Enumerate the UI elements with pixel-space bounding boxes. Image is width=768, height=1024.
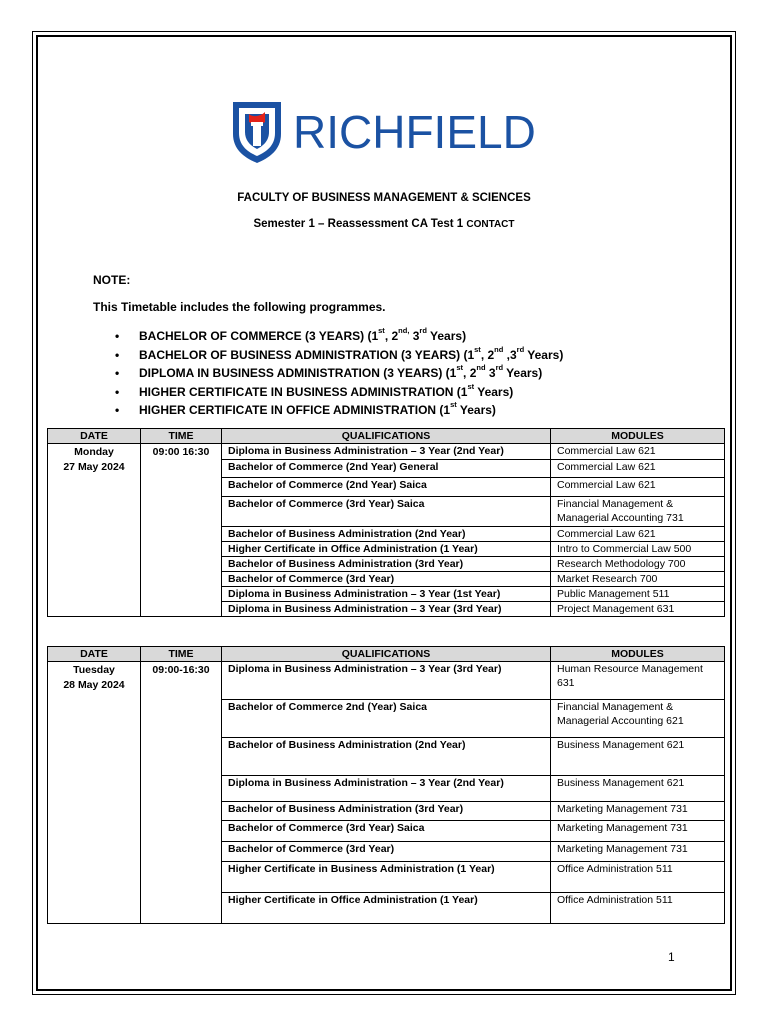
qualification-cell: Diploma in Business Administration – 3 Year (3rd Year) xyxy=(222,602,551,617)
module-cell: Market Research 700 xyxy=(551,572,725,587)
qualification-cell: Higher Certificate in Business Administration (1 Year) xyxy=(222,862,551,893)
header-modules: MODULES xyxy=(551,647,725,662)
qualification-cell: Diploma in Business Administration – 3 Year (1st Year) xyxy=(222,587,551,602)
page-number: 1 xyxy=(668,950,675,964)
table-row xyxy=(48,444,725,460)
module-cell: Commercial Law 621 xyxy=(551,527,725,542)
module-cell: Business Management 621 xyxy=(551,776,725,802)
module-cell: Office Administration 511 xyxy=(551,893,725,924)
module-cell: Intro to Commercial Law 500 xyxy=(551,542,725,557)
qualification-cell: Bachelor of Commerce (3rd Year) xyxy=(222,842,551,862)
module-cell: Marketing Management 731 xyxy=(551,842,725,862)
qualification-cell: Bachelor of Business Administration (3rd Year) xyxy=(222,802,551,821)
header-date: DATE xyxy=(48,429,141,444)
module-cell: Commercial Law 621 xyxy=(551,478,725,497)
module-cell: Business Management 621 xyxy=(551,738,725,776)
brand-name: RICHFIELD xyxy=(293,106,536,158)
note-label: NOTE: xyxy=(93,273,131,287)
module-cell: Commercial Law 621 xyxy=(551,444,725,460)
semester-main: Semester 1 – Reassessment CA Test 1 xyxy=(253,218,464,230)
bullet-icon: • xyxy=(115,347,120,362)
qualification-cell: Bachelor of Business Administration (2nd Year) xyxy=(222,527,551,542)
timetable-tuesday xyxy=(47,646,725,924)
intro-text: This Timetable includes the following programmes. xyxy=(93,300,386,314)
programme-item: • HIGHER CERTIFICATE IN OFFICE ADMINISTRATION (1st Years) xyxy=(115,400,496,417)
bullet-icon: • xyxy=(115,403,120,417)
bullet-icon: • xyxy=(115,384,120,399)
programme-item: • DIPLOMA IN BUSINESS ADMINISTRATION (3 YEARS) (1st, 2nd 3rd Years) xyxy=(115,363,543,380)
bullet-icon: • xyxy=(115,329,120,343)
module-cell: Project Management 631 xyxy=(551,602,725,617)
qualification-cell: Diploma in Business Administration – 3 Year (2nd Year) xyxy=(222,444,551,460)
qualification-cell: Higher Certificate in Office Administration (1 Year) xyxy=(222,893,551,924)
module-cell: Human Resource Management 631 xyxy=(551,662,725,700)
programme-item: • BACHELOR OF BUSINESS ADMINISTRATION (3 YEARS) (1st, 2nd ,3rd Years) xyxy=(115,344,564,362)
header-date: DATE xyxy=(48,647,141,662)
semester-tag: CONTACT xyxy=(466,219,515,230)
header-qualifications: QUALIFICATIONS xyxy=(222,429,551,444)
header-modules: MODULES xyxy=(551,429,725,444)
programme-item: • BACHELOR OF COMMERCE (3 YEARS) (1st, $2^{nd,}$ 3rd Years) xyxy=(115,326,467,343)
module-cell: Commercial Law 621 xyxy=(551,460,725,478)
qualification-cell: Bachelor of Commerce (2nd Year) Saica xyxy=(222,478,551,497)
date-cell: Monday 27 May 2024 xyxy=(48,444,141,617)
module-cell: Public Management 511 xyxy=(551,587,725,602)
faculty-title: FACULTY OF BUSINESS MANAGEMENT & SCIENCES xyxy=(237,192,531,204)
qualification-cell: Bachelor of Business Administration (2nd Year) xyxy=(222,738,551,776)
module-cell: Research Methodology 700 xyxy=(551,557,725,572)
header-qualifications: QUALIFICATIONS xyxy=(222,647,551,662)
qualification-cell: Bachelor of Commerce (2nd Year) General xyxy=(222,460,551,478)
qualification-cell: Bachelor of Commerce (3rd Year) Saica xyxy=(222,821,551,842)
qualification-cell: Diploma in Business Administration – 3 Year (3rd Year) xyxy=(222,662,551,700)
module-cell: Marketing Management 731 xyxy=(551,821,725,842)
time-cell: 09:00 16:30 xyxy=(141,444,222,617)
programme-list xyxy=(115,327,563,420)
richfield-logo xyxy=(231,100,541,164)
qualification-cell: Bachelor of Business Administration (3rd Year) xyxy=(222,557,551,572)
table-header-row xyxy=(48,429,725,444)
shield-torch-icon xyxy=(231,100,283,164)
table-header-row xyxy=(48,647,725,662)
semester-title xyxy=(0,218,768,230)
time-cell: 09:00-16:30 xyxy=(141,662,222,924)
qualification-cell: Bachelor of Commerce 2nd (Year) Saica xyxy=(222,700,551,738)
header-time: TIME xyxy=(141,429,222,444)
module-cell: Marketing Management 731 xyxy=(551,802,725,821)
module-cell: Financial Management & Managerial Accounting 731 xyxy=(551,497,725,527)
qualification-cell: Diploma in Business Administration – 3 Year (2nd Year) xyxy=(222,776,551,802)
header-time: TIME xyxy=(141,647,222,662)
qualification-cell: Bachelor of Commerce (3rd Year) xyxy=(222,572,551,587)
qualification-cell: Bachelor of Commerce (3rd Year) Saica xyxy=(222,497,551,527)
programme-item: • HIGHER CERTIFICATE IN BUSINESS ADMINISTRATION (1st Years) xyxy=(115,381,514,399)
timetable-monday xyxy=(47,428,725,617)
table-row xyxy=(48,662,725,700)
module-cell: Office Administration 511 xyxy=(551,862,725,893)
date-cell: Tuesday 28 May 2024 xyxy=(48,662,141,924)
module-cell: Financial Management & Managerial Accounting 621 xyxy=(551,700,725,738)
qualification-cell: Higher Certificate in Office Administration (1 Year) xyxy=(222,542,551,557)
bullet-icon: • xyxy=(115,366,120,380)
